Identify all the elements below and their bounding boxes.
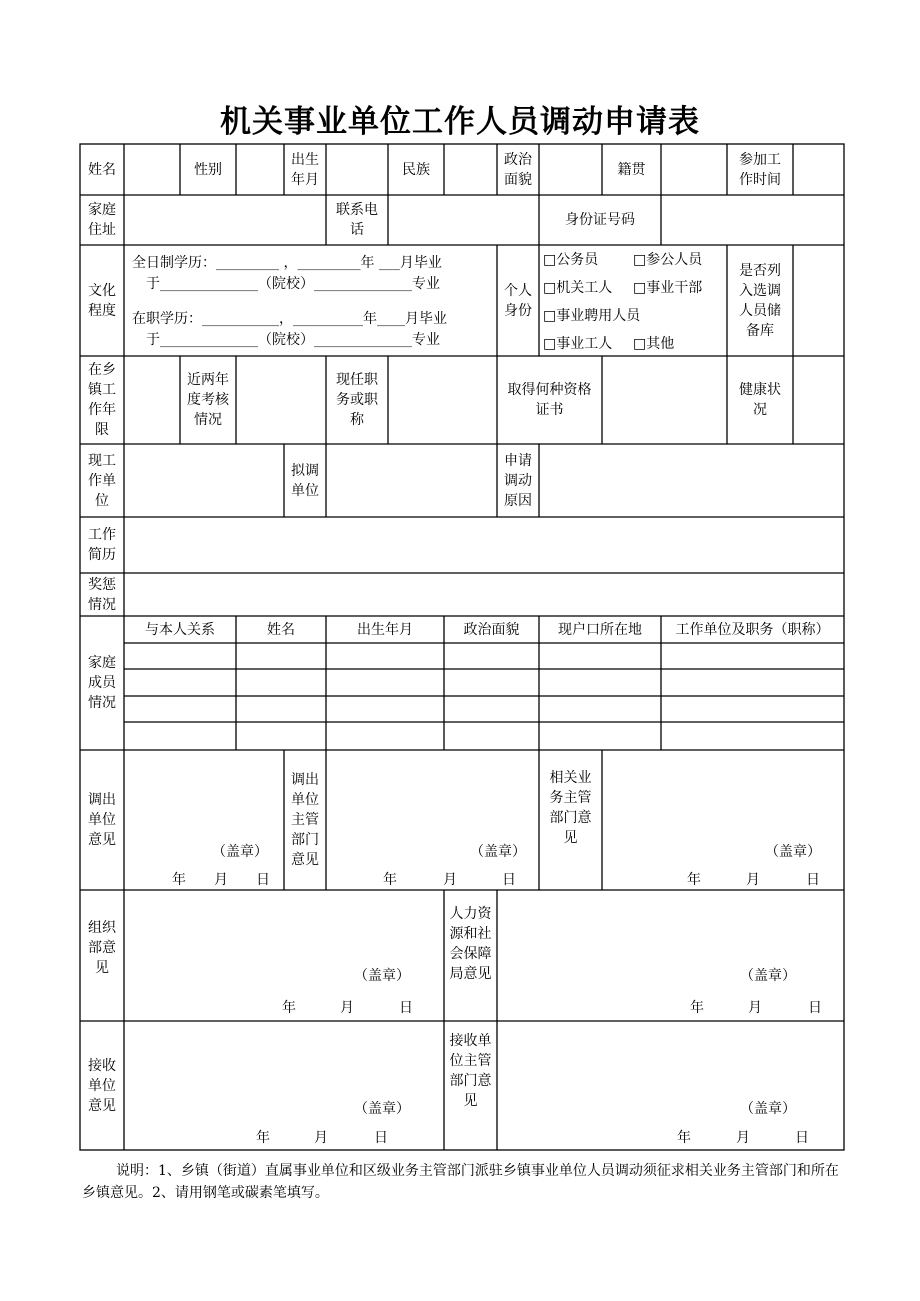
date-month: 月 [748,1000,762,1016]
label-assessment: 近两年度考核情况 [187,372,229,428]
label-years-in-town: 在乡镇工作年限 [88,362,116,438]
label-out-supervisor-opinion: 调出单位主管部门意见 [291,772,319,868]
label-work-start: 参加工作时间 [739,151,781,188]
label-phone: 联系电话 [336,202,378,238]
date-month: 月 [214,872,228,888]
date-year: 年 [383,872,397,888]
inservice-line-1: 在职学历：___________，__________年____月毕业 [132,311,447,327]
seal-out-supervisor: （盖章） [470,844,526,860]
family-header-birth: 出生年月 [357,621,413,638]
label-reserve: 是否列入选调人员储备库 [739,262,781,339]
date-month: 月 [314,1130,328,1146]
family-header-name: 姓名 [267,621,295,638]
label-rewards: 奖惩情况 [88,576,116,613]
label-target-unit: 拟调单位 [291,462,319,499]
label-hr-bureau-opinion: 人力资源和社会保障局意见 [449,905,492,982]
date-day: 日 [374,1130,388,1146]
option-civil-servant-managed[interactable]: □参公人员 [633,252,703,268]
inservice-line-2: 于______________（院校）______________专业 [146,332,440,348]
label-address: 家庭住址 [88,202,116,238]
label-native-place: 籍贯 [617,161,646,178]
seal-hr-bureau: （盖章） [740,968,796,984]
label-gender: 性别 [194,161,222,178]
date-month: 月 [736,1130,750,1146]
date-day: 日 [806,872,820,888]
fulltime-line-2: 于______________（院校）______________专业 [146,276,440,292]
label-resume: 工作简历 [88,527,116,563]
label-birth: 出生年月 [291,151,319,188]
date-year: 年 [687,872,701,888]
option-civil-servant[interactable]: □公务员 [543,252,599,268]
date-day: 日 [502,872,516,888]
form-note: 说明：1、乡镇（街道）直属事业单位和区级业务主管部门派驻乡镇事业单位人员调动须征求相关业务主管部门和所在乡镇意见。2、请用钢笔或碳素笔填写。 [82,1163,839,1201]
family-header-hukou: 现户口所在地 [558,621,642,638]
date-month: 月 [340,1000,354,1016]
label-receive-supervisor-opinion: 接收单位主管部门意见 [449,1032,492,1109]
label-health: 健康状况 [739,382,781,418]
date-year: 年 [690,1000,704,1016]
label-education: 文化程度 [88,282,116,319]
label-related-dept-opinion: 相关业务主管部门意见 [549,770,592,846]
date-day: 日 [795,1130,809,1146]
label-reason: 申请调动原因 [504,452,532,509]
seal-receive-supervisor: （盖章） [740,1101,796,1117]
date-year: 年 [256,1130,270,1146]
label-ethnicity: 民族 [402,161,430,178]
seal-out-unit: （盖章） [212,844,268,860]
option-institution-worker[interactable]: □事业工人 [543,336,613,352]
family-header-relation: 与本人关系 [145,621,215,638]
date-day: 日 [399,1000,413,1016]
label-qualification: 取得何种资格证书 [507,382,592,418]
seal-receive-unit: （盖章） [354,1101,410,1117]
label-receive-unit-opinion: 接收单位意见 [88,1057,116,1114]
option-other[interactable]: □其他 [633,336,675,352]
date-month: 月 [746,872,760,888]
label-org-dept-opinion: 组织部意见 [88,919,116,976]
date-day: 日 [256,872,270,888]
date-year: 年 [282,1000,296,1016]
label-political: 政治面貌 [504,151,532,188]
label-identity: 个人身份 [504,282,532,319]
date-year: 年 [172,872,186,888]
date-day: 日 [808,1000,822,1016]
family-header-work-unit: 工作单位及职务（职称） [675,621,830,638]
date-month: 月 [443,872,457,888]
family-header-political: 政治面貌 [463,621,520,638]
label-position: 现任职务或职称 [336,372,378,428]
seal-org-dept: （盖章） [354,968,410,984]
label-family: 家庭成员情况 [88,655,116,711]
form-title: 机关事业单位工作人员调动申请表 [220,104,700,140]
date-year: 年 [677,1130,691,1146]
fulltime-line-1: 全日制学历：_________ ，_________年 ___月毕业 [132,255,442,271]
seal-related-dept: （盖章） [765,844,821,860]
label-name: 姓名 [88,161,116,178]
option-institution-cadre[interactable]: □事业干部 [633,280,703,296]
option-contract-staff[interactable]: □事业聘用人员 [543,308,641,324]
label-out-unit-opinion: 调出单位意见 [88,792,116,848]
label-id-number: 身份证号码 [565,212,635,228]
label-current-unit: 现工作单位 [88,452,116,509]
option-gov-worker[interactable]: □机关工人 [543,280,613,296]
